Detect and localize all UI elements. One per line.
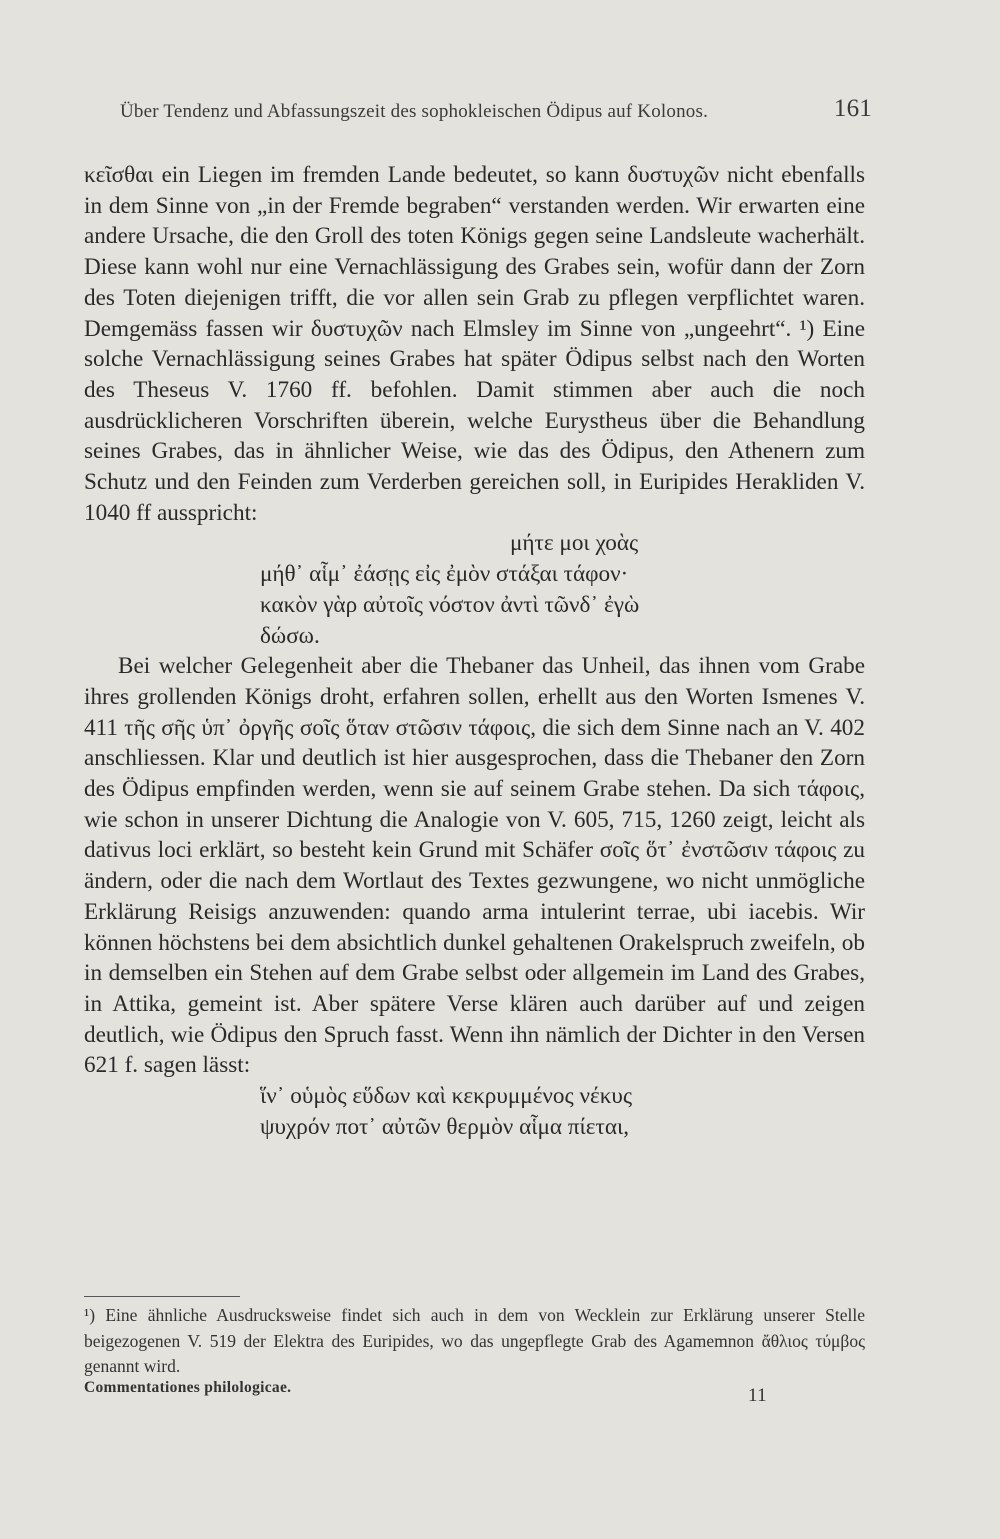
verse-line: ἵν᾽ οὑμὸς εὕδων καὶ κεκρυμμένος νέκυς (260, 1083, 633, 1110)
main-text (84, 160, 865, 1143)
paragraph-1: κεῖσθαι ein Liegen im fremden Lande bedeutet, so kann δυστυχῶν nicht ebenfalls in dem Sinne von „in der Fremde begraben“ verstanden werden. Wir erwarten eine andere Ursache, die den Groll des toten Königs gegen seine Landsleute wacherhält. Diese kann wohl nur eine Vernachlässigung des Grabes sein, wofür dann der Zorn des Toten diejenigen trifft, die vor allen sein Grab zu pflegen verpflichtet waren. Demgemäss fassen wir δυστυχῶν nach Elmsley im Sinne von „ungeehrt“. ¹) Eine solche Vernachlässigung seines Grabes hat später Ödipus selbst nach den Worten des Theseus V. 1760 ff. befohlen. Damit stimmen aber auch die noch ausdrücklicheren Vorschriften überein, welche Eurystheus über die Behandlung seines Grabes, das in ähnlicher Weise, wie das des Ödipus, den Athenern zum Schutz und den Feinden zum Verderben gereichen soll, in Euripides Herakliden V. 1040 ff ausspricht: (84, 162, 865, 526)
running-header (120, 95, 872, 123)
signature-line (84, 1379, 865, 1406)
footnote: ¹) Eine ähnliche Ausdrucksweise findet sich auch in dem von Wecklein zur Erklärung unserer Stelle beigezogenen V. 519 der Elektra des Euripides, wo das ungepflegte Grab des Agamemnon ἄθλιος τύμβος genannt wird. (84, 1305, 865, 1376)
verse-line: κακὸν γὰρ αὐτοῖς νόστον ἀντὶ τῶνδ᾽ ἐγὼ (260, 591, 640, 618)
verse-line: δώσω. (260, 622, 320, 649)
series-title: Commentationes philologicae. (84, 1379, 292, 1396)
footnote-rule (84, 1296, 240, 1297)
page-number: 161 (833, 95, 872, 122)
running-title: Über Tendenz und Abfassungszeit des sophokleischen Ödipus auf Kolonos. (120, 101, 709, 122)
verse-line: ψυχρόν ποτ᾽ αὐτῶν θερμὸν αἷμα πίεται, (260, 1113, 630, 1140)
verse-line: μήθ᾽ αἷμ᾽ ἐάσῃς εἰς ἐμὸν στάξαι τάφον· (260, 561, 629, 588)
sheet-number: 11 (748, 1385, 767, 1406)
verse-line: μήτε μοι χοὰς (510, 530, 639, 557)
paragraph-2: Bei welcher Gelegenheit aber die Thebaner das Unheil, das ihnen vom Grabe ihres grollenden Königs droht, erfahren sollen, erhellt aus den Worten Ismenes V. 411 τῆς σῆς ὑπ᾽ ὀργῆς σοῖς ὅταν στῶσιν τάφοις, die sich dem Sinne nach an V. 402 anschliessen. Klar und deutlich ist hier ausgesprochen, dass die Thebaner den Zorn des Ödipus empfinden werden, wenn sie auf seinem Grabe stehen. Da sich τάφοις, wie schon in unserer Dichtung die Analogie von V. 605, 715, 1260 zeigt, leicht als dativus loci erklärt, so besteht kein Grund mit Schäfer σοῖς ὅτ᾽ ἐνστῶσιν τάφοις zu ändern, oder die nach dem Wortlaut des Textes gezwungene, wo nicht unmögliche Erklärung Reisigs anzuwenden: quando arma intulerint terrae, ubi iacebis. Wir können höchstens bei dem absichtlich dunkel gehaltenen Orakelspruch zweifeln, ob in demselben ein Stehen auf dem Grabe selbst oder allgemein im Land des Grabes, in Attika, gemeint ist. Aber spätere Verse klären auch darüber auf und zeigen deutlich, wie Ödipus den Spruch fasst. Wenn ihn nämlich der Dichter in den Versen 621 f. sagen lässt: (84, 653, 865, 1079)
